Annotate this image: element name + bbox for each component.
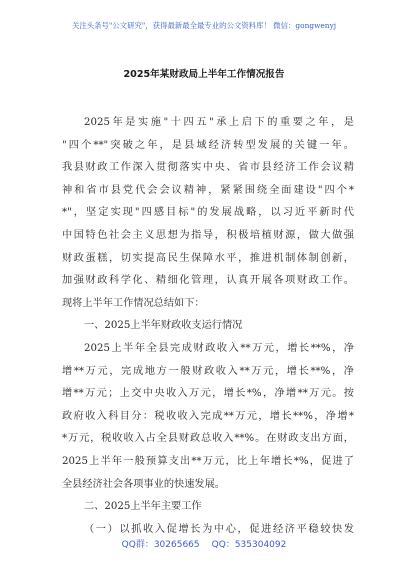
bottom-contact-info <box>0 537 408 550</box>
paragraph-line: 现将上半年工作情况总结如下： <box>62 297 205 309</box>
paragraph-line: 增**万元，完成地方一般财政收入**万元，增长**%，净 <box>62 365 354 377</box>
subsection-heading: （一）以抓收入促增长为中心，促进经济平稳较快发 <box>84 523 354 535</box>
paragraph-line: 加强财政科学化、精细化管理，认真开展各项财政工作。 <box>62 275 354 287</box>
paragraph-line: *万元，税收收入占全县财政总收入**%。在财政支出方面， <box>62 433 354 445</box>
paragraph-line: 2025上半年一般预算支出**万元，比上年增长*%，促进了 <box>62 455 354 467</box>
paragraph-line: 政府收入科目分：税收收入完成**万元，增长**%，净增* <box>62 410 354 422</box>
paragraph-line: 中国特色社会主义思想为指导，积极培植财源，做大做强 <box>62 229 354 241</box>
qq-number-label: QQ：535304092 <box>211 540 287 550</box>
paragraph-line: 增**万元；上交中央收入万元，增长*%，净增**万元。按 <box>62 388 354 400</box>
paragraph-line: *"，坚定实现"四感目标"的发展战略，以习近平新时代 <box>62 207 354 219</box>
paragraph-line: "四个**"突破之年，是县域经济转型发展的关键一年。 <box>62 139 354 151</box>
qq-group-label: QQ群：30265665 <box>121 540 200 550</box>
document-body <box>62 112 354 541</box>
paragraph-line: 2025上半年全县完成财政收入**万元，增长**%，净 <box>84 342 354 354</box>
top-promo-banner: 关注头条号"公文研究"，获得最新最全最专业的公文资料库！ 微信：gongwenyj <box>71 21 337 30</box>
paragraph-line: 我县财政工作深入贯彻落实中央、省市县经济工作会议精 <box>62 162 354 174</box>
section-heading: 二、2025上半年主要工作 <box>84 501 202 513</box>
paragraph-line: 全县经济社会各项事业的快速发展。 <box>62 478 225 490</box>
paragraph-line: 神和省市县党代会会议精神，紧紧围绕全面建设"四个* <box>62 184 354 196</box>
paragraph-line: 财政蛋糕，切实提高民生保障水平，推进机制体制创新， <box>62 252 354 264</box>
document-title: 2025年某财政局上半年工作情况报告 <box>123 69 285 80</box>
section-heading: 一、2025上半年财政收支运行情况 <box>84 320 243 332</box>
paragraph-line: 2025年是实施"十四五"承上启下的重要之年，是 <box>84 117 354 128</box>
